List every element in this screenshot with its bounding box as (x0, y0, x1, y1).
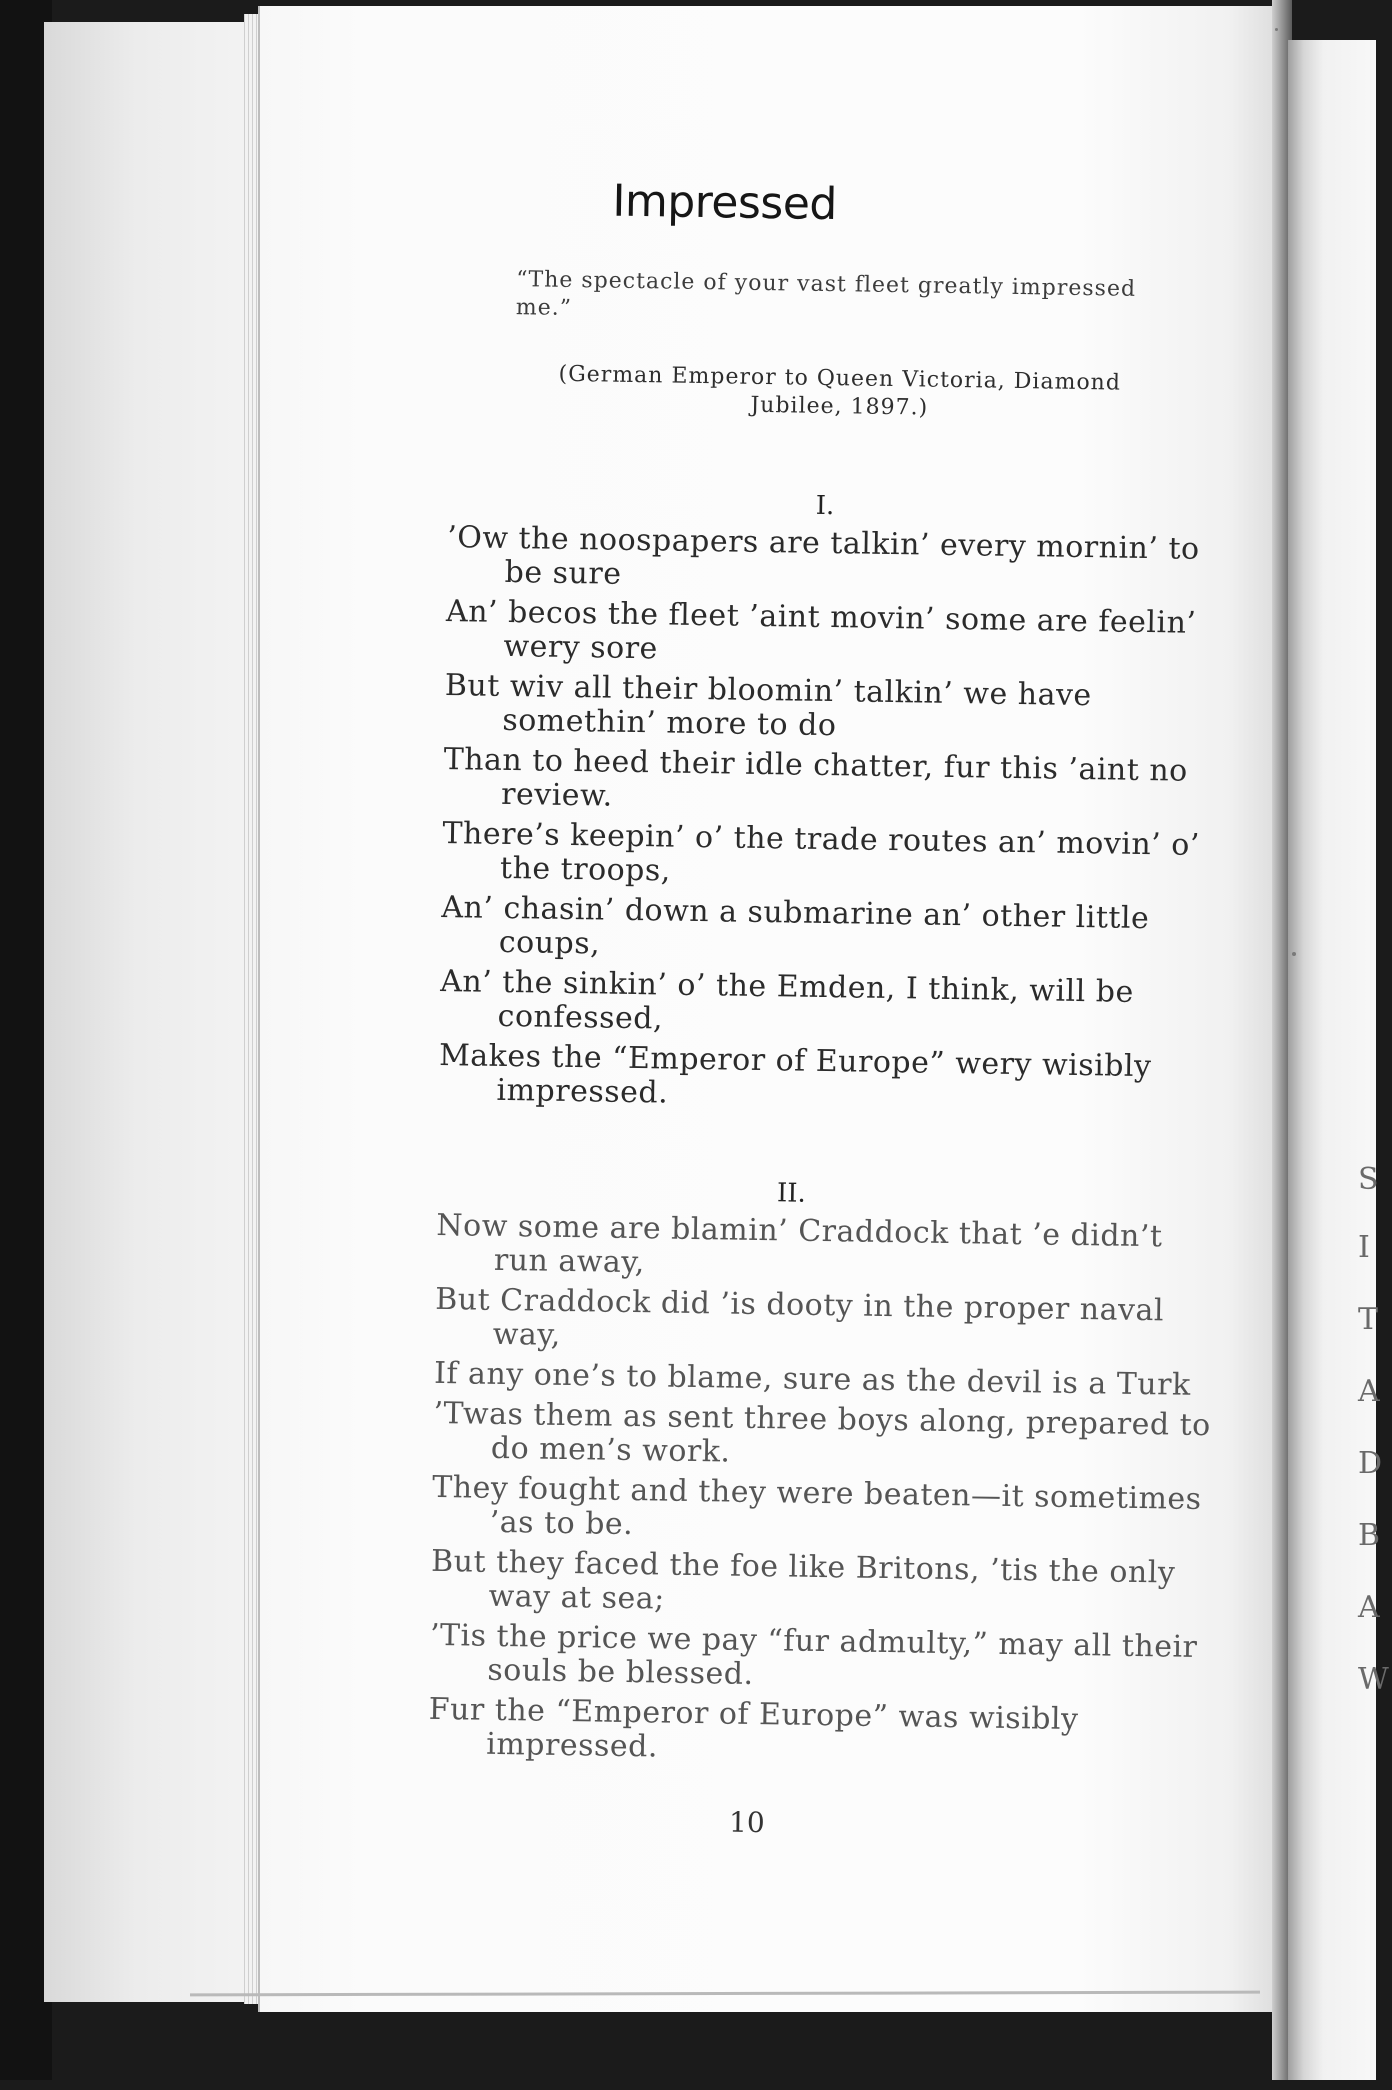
epigraph-quote: “The spectacle of your vast fleet greatly impressed me.” (515, 267, 1137, 321)
section-numeral: II. (776, 1178, 807, 1209)
facing-page-letter: W (1358, 1662, 1389, 1697)
stanza (438, 521, 1227, 1125)
facing-page-letter: T (1358, 1302, 1379, 1337)
poem-line: ’Tis the price we pay “fur admulty,” may all their souls be blessed. (429, 1617, 1198, 1692)
page-title: Impressed (612, 175, 838, 231)
stanza (428, 1209, 1217, 1779)
poem-line: But they faced the foe like Britons, ’tis the only way at sea; (430, 1543, 1176, 1617)
facing-page-letter: I (1358, 1230, 1370, 1265)
poem-line: ’Ow the noospapers are talkin’ every mornin’ to be sure (446, 520, 1200, 592)
facing-page-letter: D (1358, 1446, 1383, 1481)
facing-page-letter: A (1358, 1590, 1380, 1625)
poem-line: An’ becos the fleet ’aint movin’ some are feelin’ wery sore (445, 594, 1197, 667)
poem-line: But Craddock did ’is dooty in the proper naval way, (434, 1281, 1165, 1353)
poem-line: But wiv all their bloomin’ talkin’ we have somethin’ more to do (444, 668, 1092, 744)
facing-page-letter: A (1358, 1374, 1380, 1409)
poem-line: If any one’s to blame, sure as the devil is a Turk (433, 1355, 1191, 1403)
poem-line: An’ the sinkin’ o’ the Emden, I think, will be confessed, (439, 963, 1135, 1037)
poem-line: Makes the “Emperor of Europe” wery wisibly impressed. (438, 1037, 1152, 1111)
epigraph-source: (German Emperor to Queen Victoria, Diamond Jubilee, 1897.) (558, 361, 1122, 421)
poem-line: They fought and they were beaten—it sometimes ’as to be. (432, 1469, 1202, 1543)
poem-line: Than to heed their idle chatter, fur this ’aint no review. (443, 742, 1189, 814)
facing-page-letter: B (1358, 1518, 1381, 1553)
poem-line: Fur the “Emperor of Europe” was wisibly impressed. (428, 1691, 1079, 1765)
poem-line: Now some are blamin’ Craddock that ’e didn’t run away, (436, 1207, 1163, 1281)
poem-line: An’ chasin’ down a submarine an’ other little coups, (441, 889, 1150, 962)
poem-line: There’s keepin’ o’ the trade routes an’ movin’ o’ the troops, (442, 815, 1201, 889)
page-number: 10 (728, 1805, 765, 1840)
poem-line: ’Twas them as sent three boys along, prepared to do men’s work. (433, 1395, 1212, 1470)
facing-page-letter: S (1358, 1162, 1379, 1197)
section-numeral: I. (815, 490, 835, 522)
